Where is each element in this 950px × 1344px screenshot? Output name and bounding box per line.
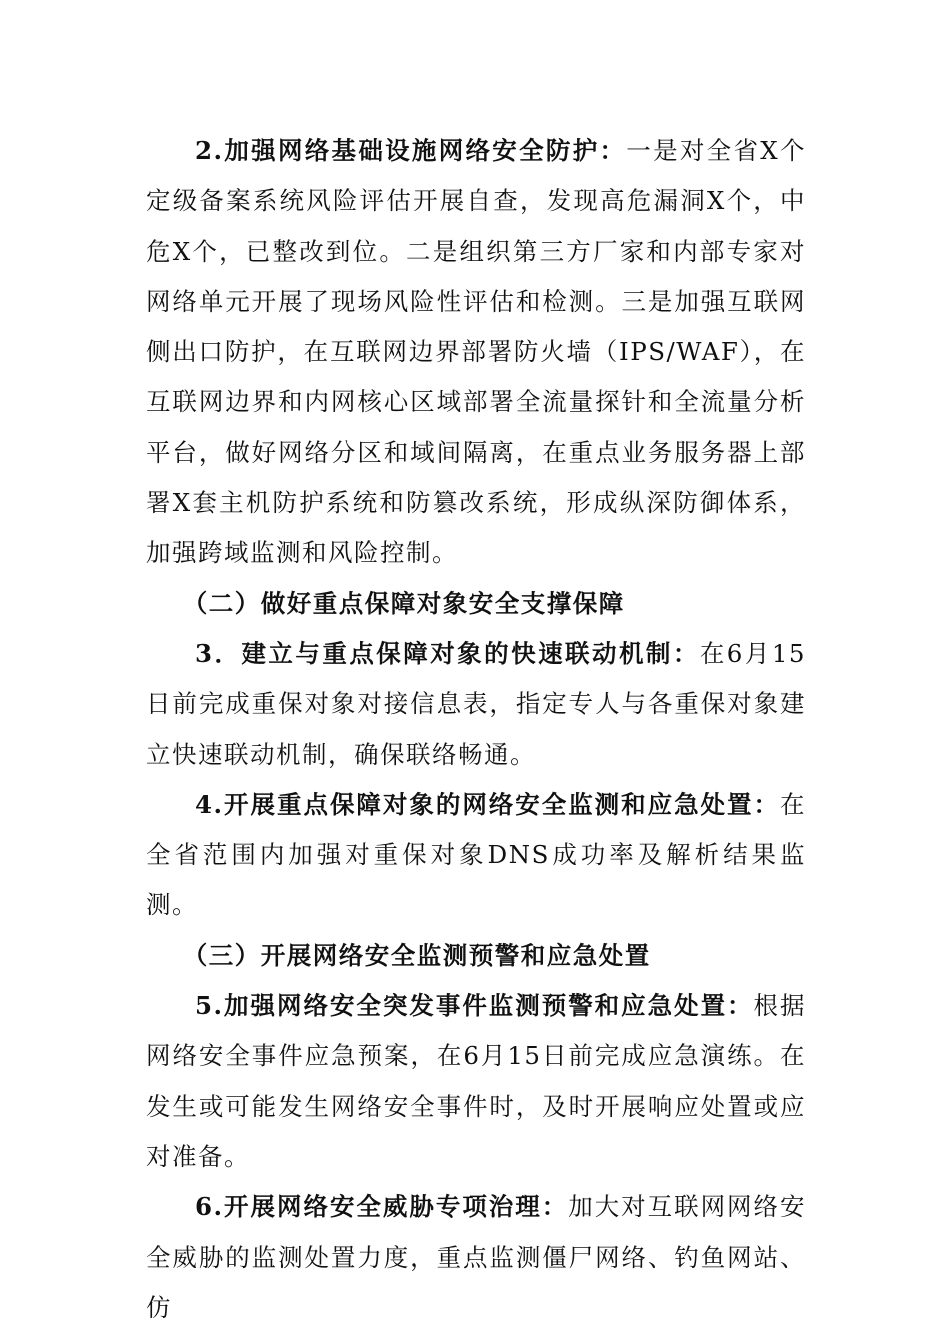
paragraph-lead: 2.加强网络基础设施网络安全防护： <box>195 136 627 165</box>
section-heading-3: （三）开展网络安全监测预警和应急处置 <box>182 940 651 970</box>
paragraph-lead: 4.开展重点保障对象的网络安全监测和应急处置： <box>195 789 780 819</box>
paragraph-item-5 <box>146 981 806 1182</box>
paragraph-item-6 <box>146 1182 806 1333</box>
paragraph-text: 在6月15日前完成重保对象对接信息表，指定专人与各重保对象建立快速联动机制，确保联络畅通。 <box>146 638 806 769</box>
paragraph-text: 根据网络安全事件应急预案，在6月15日前完成应急演练。在发生或可能发生网络安全事件时，及时开展响应处置或应对准备。 <box>146 991 807 1171</box>
paragraph-lead: 5.加强网络安全突发事件监测预警和应急处置： <box>195 991 754 1021</box>
paragraph-item-4 <box>146 780 806 931</box>
document-body <box>146 126 806 1333</box>
paragraph-item-2 <box>146 126 806 579</box>
paragraph-lead: 3．建立与重点保障对象的快速联动机制： <box>195 638 700 668</box>
paragraph-lead: 6.开展网络安全威胁专项治理： <box>195 1192 569 1222</box>
paragraph-text: 在全省范围内加强对重保对象DNS成功率及解析结果监测。 <box>146 789 806 920</box>
paragraph-item-3 <box>146 629 806 780</box>
paragraph-text: 一是对全省X个定级备案系统风险评估开展自查，发现高危漏洞X个，中危X个，已整改到位。二是组织第三方厂家和内部专家对网络单元开展了现场风险性评估和检测。三是加强互联网侧出口防护，在互联网边界部署防火墙（IPS/WAF），在互联网边界和内网核心区域部署全流量探针和全流量分析平台，做好网络分区和域间隔离，在重点业务服务器上部署X套主机防护系统和防篡改系统，形成纵深防御体系，加强跨域监测和风险控制。 <box>146 136 806 568</box>
section-heading-2: （二）做好重点保障对象安全支撑保障 <box>182 588 625 618</box>
paragraph-text: 加大对互联网网络安全威胁的监测处置力度，重点监测僵尸网络、钓鱼网站、仿 <box>146 1192 807 1322</box>
